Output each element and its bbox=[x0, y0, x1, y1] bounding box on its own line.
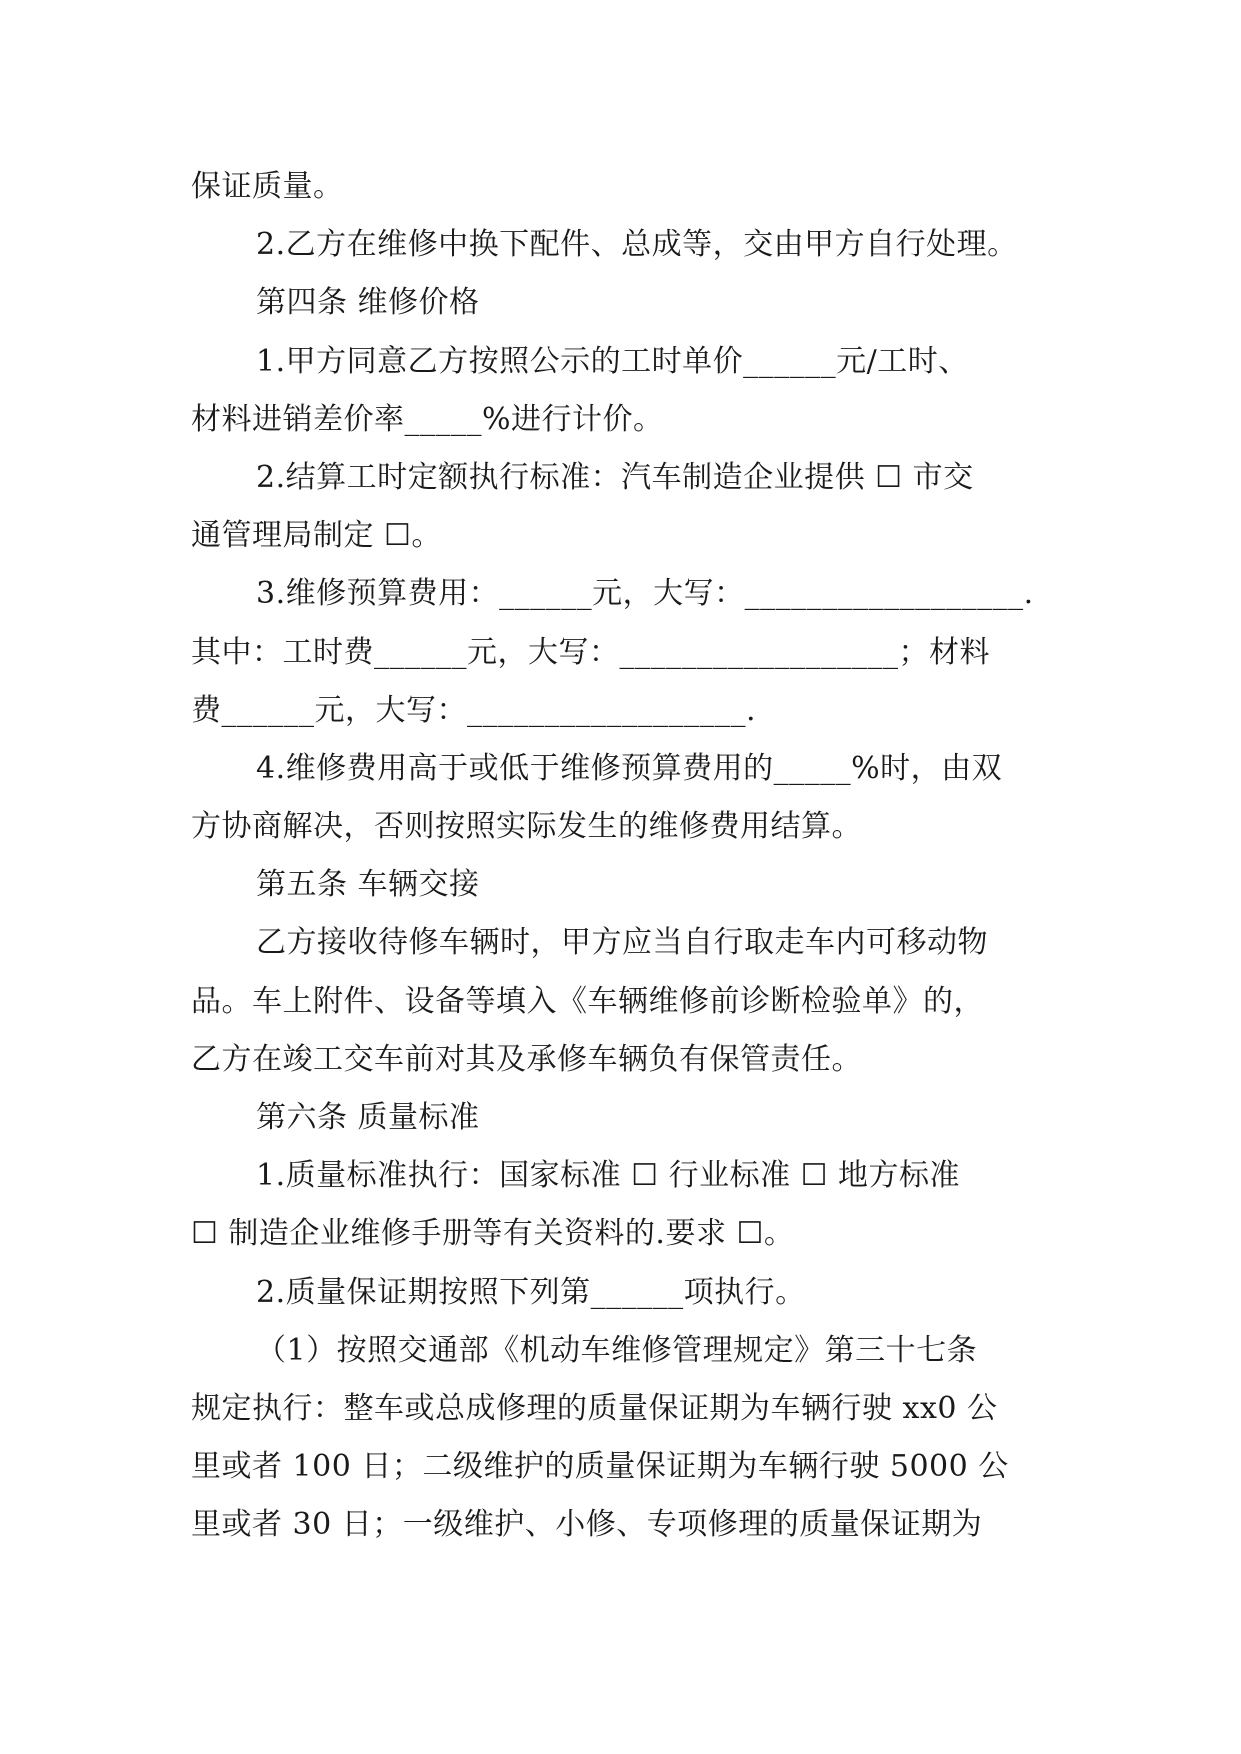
text-line: 其中：工时费______元，大写：__________________；材料 bbox=[191, 634, 990, 670]
text-line: （1）按照交通部《机动车维修管理规定》第三十七条 bbox=[256, 1332, 978, 1368]
text-line: 2.结算工时定额执行标准：汽车制造企业提供 ☐ 市交 bbox=[256, 459, 974, 495]
text-line: 方协商解决，否则按照实际发生的维修费用结算。 bbox=[191, 809, 862, 845]
text-line: 乙方在竣工交车前对其及承修车辆负有保管责任。 bbox=[191, 1041, 862, 1077]
text-line: ☐ 制造企业维修手册等有关资料的.要求 ☐。 bbox=[191, 1216, 795, 1252]
text-line: 材料进销差价率_____%进行计价。 bbox=[191, 401, 664, 437]
text-line: 费______元，大写：__________________. bbox=[191, 692, 757, 728]
document-body bbox=[191, 158, 1051, 1555]
text-line: 保证质量。 bbox=[191, 169, 344, 204]
section-heading: 第五条 车辆交接 bbox=[256, 867, 480, 903]
text-line: 品。车上附件、设备等填入《车辆维修前诊断检验单》的， bbox=[191, 983, 984, 1019]
text-line: 乙方接收待修车辆时，甲方应当自行取走车内可移动物 bbox=[256, 925, 988, 961]
text-line: 通管理局制定 ☐。 bbox=[191, 518, 442, 554]
text-line: 规定执行：整车或总成修理的质量保证期为车辆行驶 xx0 公 bbox=[191, 1390, 998, 1426]
text-line: 2.质量保证期按照下列第______项执行。 bbox=[256, 1274, 806, 1310]
text-line: 3.维修预算费用：______元，大写：__________________. bbox=[256, 576, 1034, 612]
text-line: 里或者 100 日；二级维护的质量保证期为车辆行驶 5000 公 bbox=[191, 1449, 1009, 1485]
section-heading: 第四条 维修价格 bbox=[256, 285, 480, 321]
text-line: 里或者 30 日；一级维护、小修、专项修理的质量保证期为 bbox=[191, 1507, 983, 1543]
text-line: 4.维修费用高于或低于维修预算费用的_____%时，由双 bbox=[256, 750, 1003, 786]
section-heading: 第六条 质量标准 bbox=[256, 1100, 480, 1135]
text-line: 1.质量标准执行：国家标准 ☐ 行业标准 ☐ 地方标准 bbox=[256, 1158, 961, 1194]
text-line: 2.乙方在维修中换下配件、总成等，交由甲方自行处理。 bbox=[256, 227, 1018, 263]
text-line: 1.甲方同意乙方按照公示的工时单价______元/工时、 bbox=[256, 343, 969, 379]
